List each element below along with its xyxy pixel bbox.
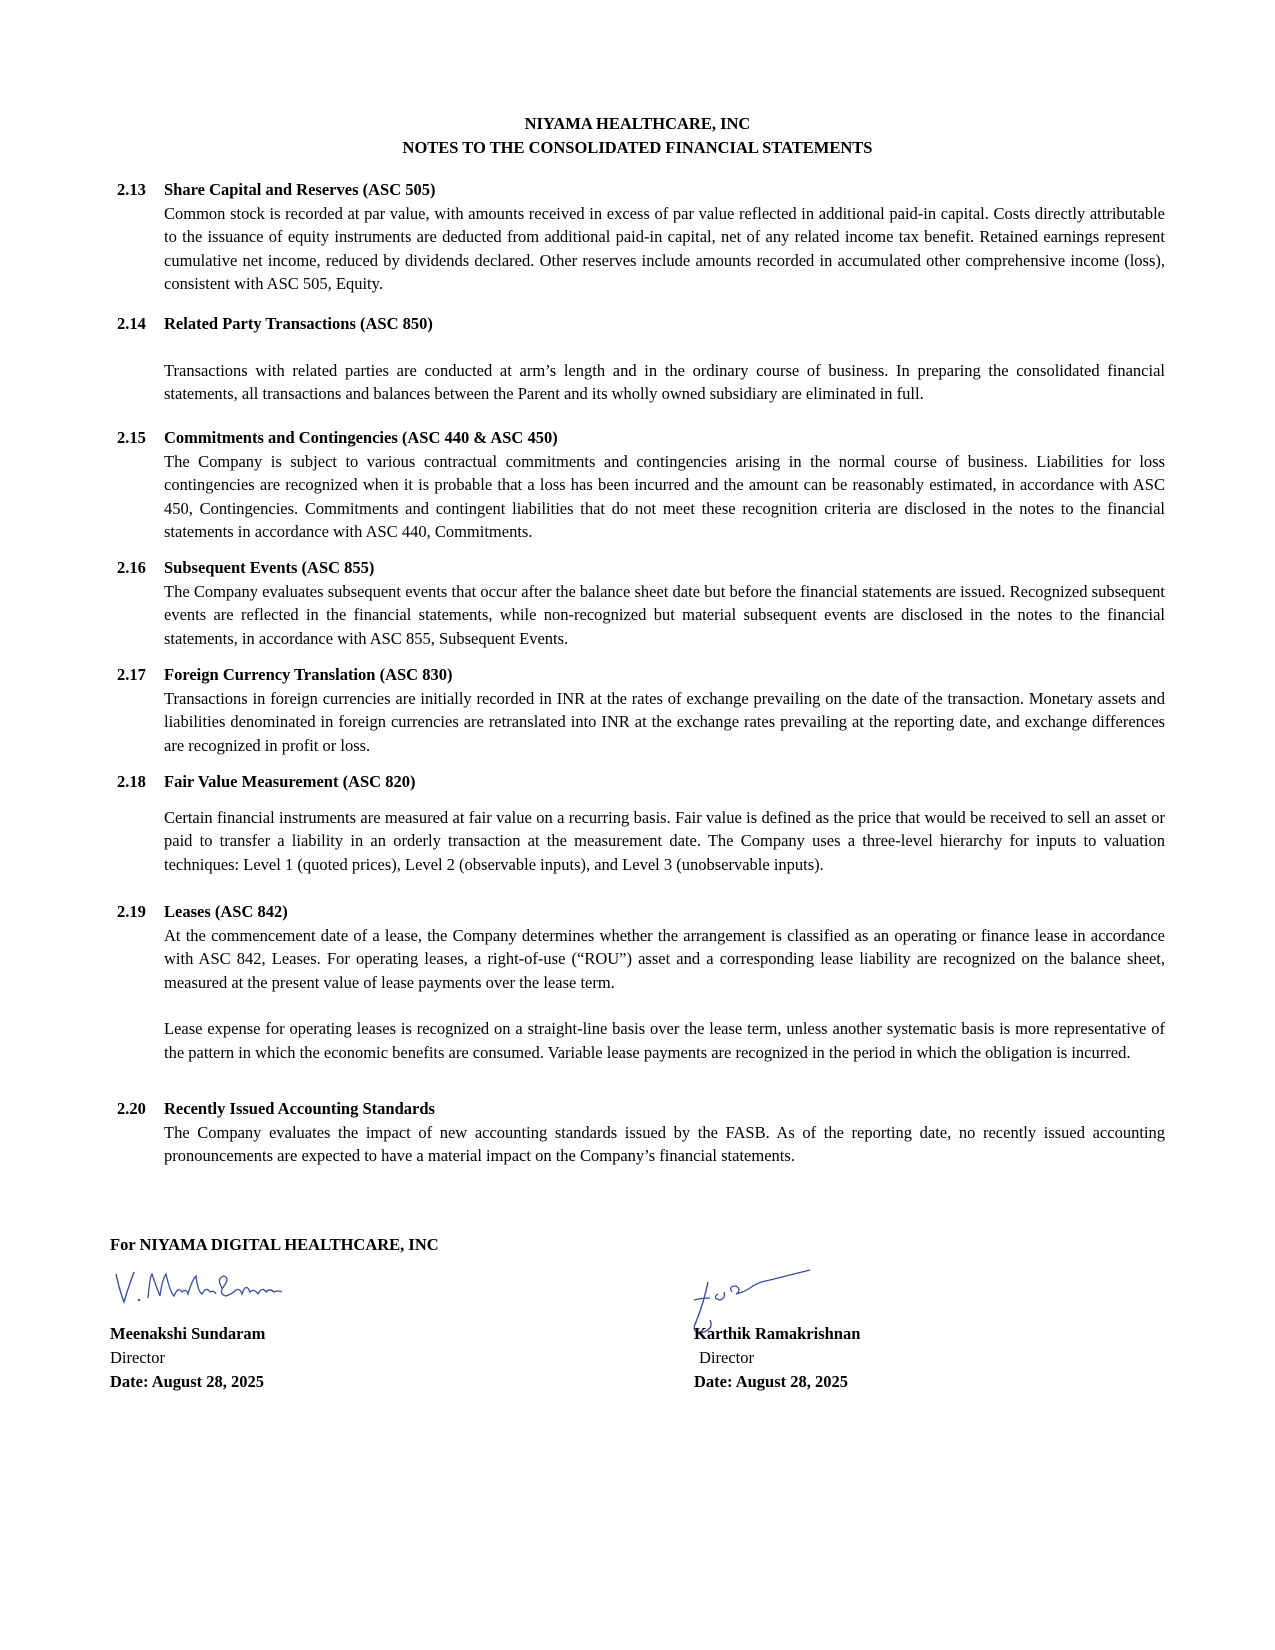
- section-heading: [117, 663, 1165, 687]
- section-number: 2.19: [117, 902, 146, 921]
- section-number: 2.16: [117, 558, 146, 577]
- signatory-right-name: Karthik Ramakrishnan: [694, 1324, 861, 1343]
- section-paragraph: The Company evaluates the impact of new accounting standards issued by the FASB. As of the reporting date, no recently issued accounting pronouncements are expected to have a material impact on the Company’s financial statements.: [164, 1122, 1165, 1165]
- section-paragraph: Transactions with related parties are conducted at arm’s length and in the ordinary course of business. In preparing the consolidated financial statements, all transactions and balances between the Parent and its wholly owned subsidiary are eliminated in full.: [164, 360, 1165, 403]
- section-title: Foreign Currency Translation (ASC 830): [164, 665, 453, 684]
- company-name: NIYAMA HEALTHCARE, INC: [524, 114, 751, 133]
- signatory-right-role: Director: [699, 1348, 754, 1367]
- document-title: NOTES TO THE CONSOLIDATED FINANCIAL STATEMENTS: [402, 138, 873, 157]
- section-title: Related Party Transactions (ASC 850): [164, 314, 433, 333]
- section-number: 2.20: [117, 1099, 146, 1118]
- signatory-right-date: Date: August 28, 2025: [694, 1372, 849, 1391]
- section-number: 2.17: [117, 665, 146, 684]
- section-2-13: [117, 178, 1165, 296]
- section-heading: [117, 312, 1165, 336]
- section-number: 2.13: [117, 180, 146, 199]
- section-2-16: [117, 556, 1165, 650]
- section-paragraph: The Company evaluates subsequent events that occur after the balance sheet date but before the financial statements are issued. Recognized subsequent events are reflected in the financial statements, while non-recognized but material subsequent events are disclosed in the notes to the financial statements, in accordance with ASC 855, Subsequent Events.: [164, 581, 1165, 648]
- section-2-18: [117, 770, 1165, 876]
- section-paragraph: Transactions in foreign currencies are initially recorded in INR at the rates of exchange prevailing on the date of the transaction. Monetary assets and liabilities denominated in foreign currencies are retranslated into INR at the exchange rates prevailing at the reporting date, and exchange differences are recognized in profit or loss.: [164, 688, 1165, 755]
- section-2-20: [117, 1097, 1165, 1168]
- section-2-14: [117, 312, 1165, 406]
- section-title: Subsequent Events (ASC 855): [164, 558, 375, 577]
- section-heading: [117, 556, 1165, 580]
- section-paragraph: At the commencement date of a lease, the Company determines whether the arrangement is classified as an operating or finance lease in accordance with ASC 842, Leases. For operating leases, a right-of-use (“ROU”) asset and a corresponding lease liability are recognized on the balance sheet, measured at the present value of lease payments over the lease term.: [164, 925, 1165, 992]
- section-title: Recently Issued Accounting Standards: [164, 1099, 435, 1118]
- section-heading: [117, 426, 1165, 450]
- section-heading: [117, 1097, 1165, 1121]
- section-number: 2.14: [117, 314, 146, 333]
- signatory-left-name: Meenakshi Sundaram: [110, 1324, 266, 1343]
- section-2-17: [117, 663, 1165, 757]
- signatory-left: [110, 1322, 265, 1394]
- section-heading: [117, 900, 1165, 924]
- section-number: 2.15: [117, 428, 146, 447]
- signatory-right: [694, 1322, 860, 1394]
- section-paragraph: The Company is subject to various contractual commitments and contingencies arising in the normal course of business. Liabilities for loss contingencies are recognized when it is probable that a loss has been incurred and the amount can be reasonably estimated, in accordance with ASC 450, Contingencies. Commitments and contingent liabilities that do not meet these recognition criteria are disclosed in the notes to the financial statements in accordance with ASC 440, Commitments.: [164, 451, 1165, 541]
- section-number: 2.18: [117, 772, 146, 791]
- signature-left-image: [112, 1262, 292, 1312]
- section-heading: [117, 770, 1165, 794]
- section-paragraph: Lease expense for operating leases is recognized on a straight-line basis over the lease term, unless another systematic basis is more representative of the pattern in which the economic benefits are consumed. Variable lease payments are recognized in the period in which the obligation is incurred.: [164, 1019, 1165, 1062]
- section-paragraph: Certain financial instruments are measured at fair value on a recurring basis. Fair value is defined as the price that would be received to sell an asset or paid to transfer a liability in an orderly transaction at the measurement date. The Company uses a three-level hierarchy for inputs to valuation techniques: Level 1 (quoted prices), Level 2 (observable inputs), and Level 3 (unobservable inputs).: [164, 807, 1165, 874]
- signatory-left-role: Director: [110, 1348, 165, 1367]
- section-paragraph: Common stock is recorded at par value, with amounts received in excess of par value reflected in additional paid-in capital. Costs directly attributable to the issuance of equity instruments are deducted from additional paid-in capital, net of any related income tax benefit. Retained earnings represent cumulative net income, reduced by dividends declared. Other reserves include amounts recorded in accumulated other comprehensive income (loss), consistent with ASC 505, Equity.: [164, 203, 1165, 293]
- section-2-15: [117, 426, 1165, 544]
- section-title: Leases (ASC 842): [164, 902, 288, 921]
- section-title: Fair Value Measurement (ASC 820): [164, 772, 416, 791]
- section-2-19: [117, 900, 1165, 1064]
- for-company-line: For NIYAMA DIGITAL HEALTHCARE, INC: [110, 1235, 439, 1254]
- signatory-left-date: Date: August 28, 2025: [110, 1372, 265, 1391]
- section-title: Share Capital and Reserves (ASC 505): [164, 180, 436, 199]
- section-heading: [117, 178, 1165, 202]
- section-title: Commitments and Contingencies (ASC 440 & ASC 450): [164, 428, 558, 447]
- document-header: [0, 112, 1275, 160]
